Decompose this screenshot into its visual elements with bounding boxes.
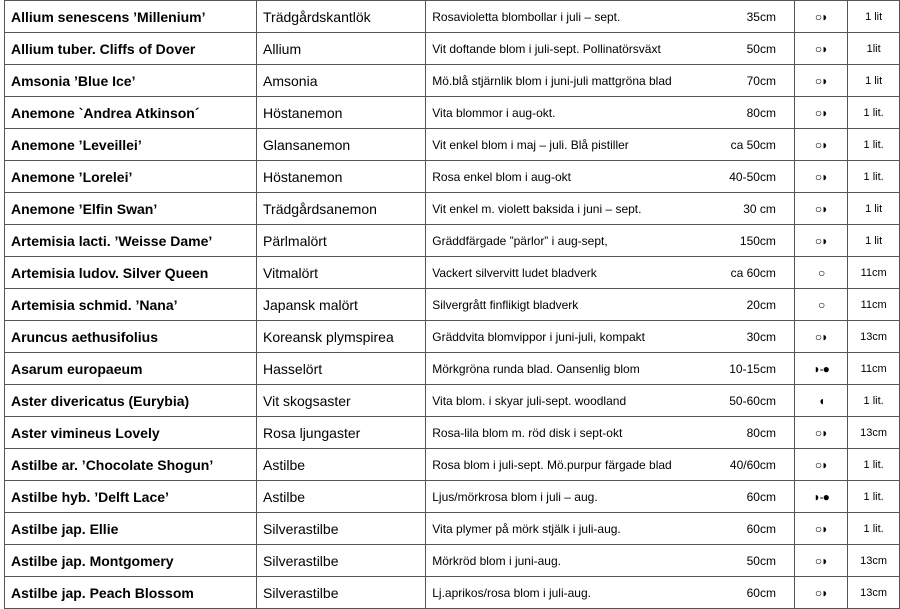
plant-height: ca 60cm [730,265,776,280]
swedish-name: Vitmalört [263,264,318,281]
description-text: Vita blom. i skyar juli-sept. woodland [432,393,627,408]
latin-name: Astilbe jap. Montgomery [11,552,174,569]
swedish-name-cell [257,161,426,193]
pot-size: 1 lit. [863,490,884,503]
pot-size: 13cm [860,554,888,567]
swedish-name-cell [257,481,426,513]
description-text: Silvergrått finflikigt bladverk [432,297,579,312]
pot-size: 1 lit [865,234,883,247]
latin-name: Artemisia lacti. ’Weisse Dame’ [11,232,213,249]
description-wrap [432,490,788,504]
sun-shade-cell [794,193,847,225]
latin-name: Astilbe ar. ’Chocolate Shogun’ [11,456,214,473]
description-cell [426,65,795,97]
latin-name: Aster divericatus (Eurybia) [11,392,190,409]
pot-size: 1 lit. [863,138,884,151]
table-row [5,289,900,321]
swedish-name: Pärlmalört [263,232,327,249]
swedish-name-cell [257,65,426,97]
description-text: Mörkröd blom i juni-aug. [432,553,561,568]
sun-shade-cell [794,1,847,33]
description-wrap [432,394,788,408]
sun-shade-cell [794,577,847,609]
pot-size: 1 lit. [863,458,884,471]
sun-shade-cell [794,257,847,289]
swedish-name-cell [257,513,426,545]
sun-shade-cell [794,545,847,577]
description-cell [426,225,795,257]
plant-height: 50-60cm [729,393,776,408]
pot-size-cell [848,225,900,257]
table-row [5,321,900,353]
description-text: Vit enkel blom i maj – juli. Blå pistiller [432,137,629,152]
sun-shade-icon: ○◗ [814,585,828,600]
description-text: Vackert silvervitt ludet bladverk [432,265,597,280]
description-wrap [432,362,788,376]
latin-name: Aruncus aethusifolius [11,328,159,345]
latin-name: Amsonia ’Blue Ice’ [11,72,136,89]
pot-size: 1 lit. [863,106,884,119]
latin-name-cell [5,1,257,33]
sun-shade-cell [794,97,847,129]
latin-name: Anemone ’Lorelei’ [11,168,133,185]
swedish-name: Hasselört [263,360,323,377]
pot-size-cell [848,65,900,97]
description-cell [426,1,795,33]
latin-name-cell [5,97,257,129]
description-cell [426,449,795,481]
description-cell [426,417,795,449]
latin-name-cell [5,577,257,609]
pot-size: 11cm [860,298,887,311]
description-cell [426,577,795,609]
latin-name-cell [5,513,257,545]
table-row [5,225,900,257]
latin-name-cell [5,257,257,289]
sun-shade-icon: ○◗ [814,169,828,184]
description-text: Vit enkel m. violett baksida i juni – sept. [432,201,642,216]
sun-shade-icon: ○◗ [814,425,828,440]
description-text: Rosavioletta blombollar i juli – sept. [432,9,621,24]
description-text: Gräddvita blomvippor i juni-juli, kompakt [432,329,646,344]
sun-shade-icon: ○◗ [814,553,828,568]
plant-height: 30 cm [743,201,776,216]
description-cell [426,129,795,161]
plant-height: 20cm [746,297,776,312]
plant-height: 40-50cm [729,169,776,184]
table-row [5,449,900,481]
pot-size-cell [848,577,900,609]
swedish-name-cell [257,193,426,225]
swedish-name-cell [257,545,426,577]
description-text: Mörkgröna runda blad. Oansenlig blom [432,361,640,376]
description-wrap [432,202,788,216]
pot-size: 1 lit. [863,522,884,535]
pot-size-cell [848,1,900,33]
description-text: Vit doftande blom i juli-sept. Pollinatörsväxt [432,41,661,56]
sun-shade-icon: ○◗ [814,521,828,536]
pot-size-cell [848,449,900,481]
description-text: Ljus/mörkrosa blom i juli – aug. [432,489,598,504]
plant-height: 150cm [739,233,776,248]
pot-size: 1 lit. [863,170,884,183]
description-wrap [432,266,788,280]
swedish-name-cell [257,577,426,609]
description-wrap [432,330,788,344]
pot-size-cell [848,513,900,545]
sun-shade-cell [794,353,847,385]
swedish-name: Silverastilbe [263,520,339,537]
plant-height: 40/60cm [729,457,776,472]
swedish-name: Höstanemon [263,104,343,121]
swedish-name: Trädgårdskantlök [263,8,371,25]
pot-size: 11cm [860,266,887,279]
table-row [5,1,900,33]
plant-height: 80cm [746,105,776,120]
latin-name: Artemisia schmid. ’Nana’ [11,296,178,313]
latin-name: Anemone ’Leveillei’ [11,136,142,153]
latin-name: Asarum europaeum [11,360,143,377]
swedish-name: Rosa ljungaster [263,424,361,441]
sun-shade-cell [794,289,847,321]
plant-height: ca 50cm [730,137,776,152]
description-text: Mö.blå stjärnlik blom i juni-juli mattgröna blad [432,73,672,88]
swedish-name: Trädgårdsanemon [263,200,377,217]
latin-name: Aster vimineus Lovely [11,424,160,441]
description-wrap [432,426,788,440]
table-row [5,97,900,129]
pot-size: 1 lit [865,74,883,87]
sun-shade-icon: ○◗ [814,41,828,56]
description-wrap [432,554,788,568]
plant-height: 50cm [746,41,776,56]
description-text: Rosa blom i juli-sept. Mö.purpur färgade blad [432,457,672,472]
sun-shade-icon: ◗-● [813,361,829,376]
sun-shade-icon: ○◗ [814,329,828,344]
description-cell [426,257,795,289]
swedish-name-cell [257,321,426,353]
pot-size: 13cm [860,426,888,439]
sun-shade-icon: ○◗ [814,73,828,88]
plant-table-body [5,1,900,609]
description-cell [426,353,795,385]
swedish-name-cell [257,417,426,449]
sun-shade-cell [794,129,847,161]
table-row [5,161,900,193]
description-wrap [432,458,788,472]
latin-name-cell [5,33,257,65]
sun-shade-cell [794,321,847,353]
latin-name-cell [5,225,257,257]
sun-shade-cell [794,417,847,449]
swedish-name-cell [257,385,426,417]
description-cell [426,193,795,225]
sun-shade-icon: ○◗ [814,9,828,24]
description-wrap [432,138,788,152]
plant-height: 70cm [746,73,776,88]
plant-table [4,0,900,609]
sun-shade-icon: ◖ [817,393,825,408]
swedish-name: Höstanemon [263,168,343,185]
description-cell [426,385,795,417]
pot-size-cell [848,417,900,449]
pot-size: 1 lit [865,10,883,23]
table-row [5,417,900,449]
latin-name-cell [5,193,257,225]
table-row [5,193,900,225]
table-row [5,33,900,65]
description-wrap [432,234,788,248]
plant-height: 30cm [746,329,776,344]
pot-size-cell [848,257,900,289]
latin-name-cell [5,289,257,321]
table-row [5,513,900,545]
swedish-name-cell [257,1,426,33]
table-row [5,65,900,97]
pot-size-cell [848,385,900,417]
plant-height: 10-15cm [729,361,776,376]
swedish-name: Japansk malört [263,296,358,313]
latin-name-cell [5,161,257,193]
pot-size: 13cm [860,330,888,343]
swedish-name-cell [257,129,426,161]
swedish-name: Astilbe [263,456,306,473]
plant-height: 80cm [746,425,776,440]
latin-name: Allium senescens ’Millenium’ [11,8,206,25]
sun-shade-icon: ○◗ [814,233,828,248]
sun-shade-icon: ○◗ [814,105,828,120]
latin-name: Allium tuber. Cliffs of Dover [11,40,196,57]
swedish-name-cell [257,289,426,321]
description-text: Gräddfärgade ”pärlor” i aug-sept, [432,233,608,248]
description-wrap [432,106,788,120]
latin-name-cell [5,65,257,97]
description-text: Rosa enkel blom i aug-okt [432,169,571,184]
latin-name-cell [5,321,257,353]
sun-shade-icon: ○◗ [814,457,828,472]
description-cell [426,97,795,129]
sun-shade-cell [794,513,847,545]
description-text: Rosa-lila blom m. röd disk i sept-okt [432,425,623,440]
latin-name: Astilbe jap. Peach Blossom [11,584,194,601]
sun-shade-cell [794,161,847,193]
latin-name: Astilbe jap. Ellie [11,520,119,537]
table-row [5,129,900,161]
pot-size-cell [848,289,900,321]
description-cell [426,161,795,193]
pot-size-cell [848,33,900,65]
description-cell [426,481,795,513]
swedish-name: Glansanemon [263,136,351,153]
description-cell [426,33,795,65]
plant-height: 35cm [746,9,776,24]
sun-shade-icon: ◗-● [813,489,829,504]
sun-shade-icon: ○◗ [814,201,828,216]
swedish-name-cell [257,97,426,129]
sun-shade-cell [794,225,847,257]
table-row [5,481,900,513]
latin-name-cell [5,129,257,161]
swedish-name-cell [257,257,426,289]
latin-name: Artemisia ludov. Silver Queen [11,264,209,281]
plant-height: 60cm [746,489,776,504]
latin-name-cell [5,449,257,481]
pot-size-cell [848,161,900,193]
latin-name-cell [5,545,257,577]
sun-shade-icon: ○◗ [814,137,828,152]
description-wrap [432,170,788,184]
description-text: Lj.aprikos/rosa blom i juli-aug. [432,585,591,600]
pot-size-cell [848,481,900,513]
latin-name: Anemone ’Elfin Swan’ [11,200,158,217]
description-text: Vita blommor i aug-okt. [432,105,556,120]
swedish-name: Allium [263,40,302,57]
table-row [5,545,900,577]
sun-shade-cell [794,33,847,65]
swedish-name: Koreansk plymspirea [263,328,394,345]
latin-name-cell [5,385,257,417]
swedish-name: Amsonia [263,72,318,89]
pot-size-cell [848,545,900,577]
table-row [5,385,900,417]
pot-size: 11cm [860,362,887,375]
latin-name: Astilbe hyb. ’Delft Lace’ [11,488,169,505]
sun-shade-cell [794,481,847,513]
swedish-name: Vit skogsaster [263,392,351,409]
swedish-name: Silverastilbe [263,552,339,569]
latin-name-cell [5,417,257,449]
swedish-name-cell [257,225,426,257]
pot-size-cell [848,97,900,129]
swedish-name-cell [257,449,426,481]
description-wrap [432,42,788,56]
swedish-name-cell [257,33,426,65]
swedish-name: Astilbe [263,488,306,505]
latin-name: Anemone `Andrea Atkinson´ [11,104,200,121]
description-wrap [432,522,788,536]
plant-height: 60cm [746,585,776,600]
description-wrap [432,74,788,88]
pot-size: 1lit [866,42,881,55]
swedish-name: Silverastilbe [263,584,339,601]
swedish-name-cell [257,353,426,385]
sun-shade-icon: ○ [817,265,825,280]
latin-name-cell [5,353,257,385]
sun-shade-cell [794,449,847,481]
description-cell [426,545,795,577]
pot-size: 1 lit. [863,394,884,407]
description-wrap [432,586,788,600]
description-cell [426,513,795,545]
pot-size-cell [848,353,900,385]
description-cell [426,289,795,321]
table-row [5,577,900,609]
sun-shade-cell [794,65,847,97]
pot-size-cell [848,193,900,225]
pot-size-cell [848,129,900,161]
table-row [5,257,900,289]
pot-size: 1 lit [865,202,883,215]
pot-size: 13cm [860,586,888,599]
description-cell [426,321,795,353]
pot-size-cell [848,321,900,353]
plant-height: 50cm [746,553,776,568]
sun-shade-icon: ○ [817,297,825,312]
table-row [5,353,900,385]
description-text: Vita plymer på mörk stjälk i juli-aug. [432,521,621,536]
description-wrap [432,298,788,312]
plant-height: 60cm [746,521,776,536]
description-wrap [432,10,788,24]
latin-name-cell [5,481,257,513]
sun-shade-cell [794,385,847,417]
